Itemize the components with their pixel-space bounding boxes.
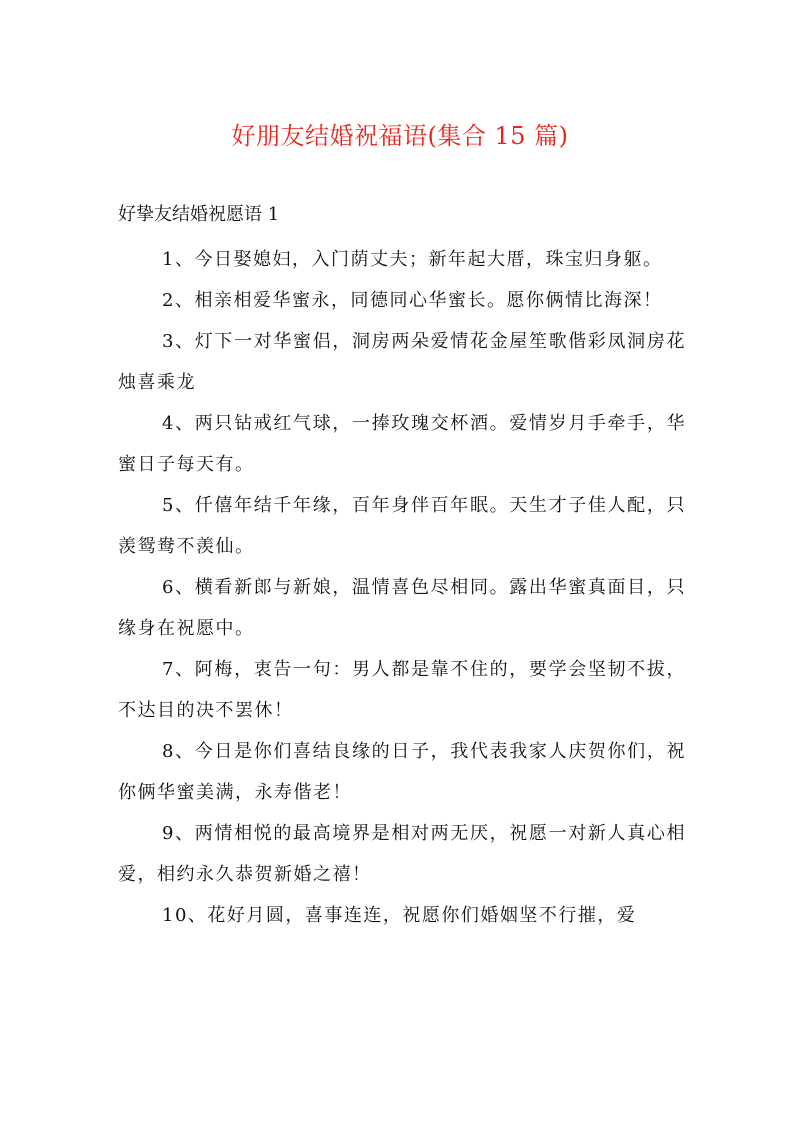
list-item: 10、花好月圆，喜事连连，祝愿你们婚姻坚不行摧，爱 [162, 905, 637, 926]
document-title: 好朋友结婚祝福语(集合 15 篇) [231, 122, 569, 150]
list-item: 8、今日是你们喜结良缘的日子，我代表我家人庆贺你们，祝你俩华蜜美满，永寿偕老！ [118, 741, 686, 803]
section-heading: 好挚友结婚祝愿语 1 [118, 204, 280, 225]
list-item: 6、横看新郎与新娘，温情喜色尽相同。露出华蜜真面目，只缘身在祝愿中。 [118, 577, 686, 639]
list-item: 5、仟僖年结千年缘，百年身伴百年眠。天生才子佳人配，只羡鸳鸯不羡仙。 [118, 495, 686, 557]
blessing-list [118, 239, 686, 936]
list-item: 4、两只钻戒红气球，一捧玫瑰交杯酒。爱情岁月手牵手，华蜜日子每天有。 [118, 413, 686, 475]
list-item: 3、灯下一对华蜜侣，洞房两朵爱情花金屋笙歌偕彩凤洞房花烛喜乘龙 [118, 331, 686, 393]
list-item: 2、相亲相爱华蜜永，同德同心华蜜长。愿你俩情比海深！ [162, 290, 663, 311]
list-item: 1、今日娶媳妇，入门荫丈夫；新年起大厝，珠宝归身躯。 [162, 249, 663, 270]
list-item: 9、两情相悦的最高境界是相对两无厌，祝愿一对新人真心相爱，相约永久恭贺新婚之禧！ [118, 823, 686, 885]
list-item: 7、阿梅，衷告一句：男人都是靠不住的，要学会坚韧不拔，不达目的决不罢休！ [118, 659, 686, 721]
